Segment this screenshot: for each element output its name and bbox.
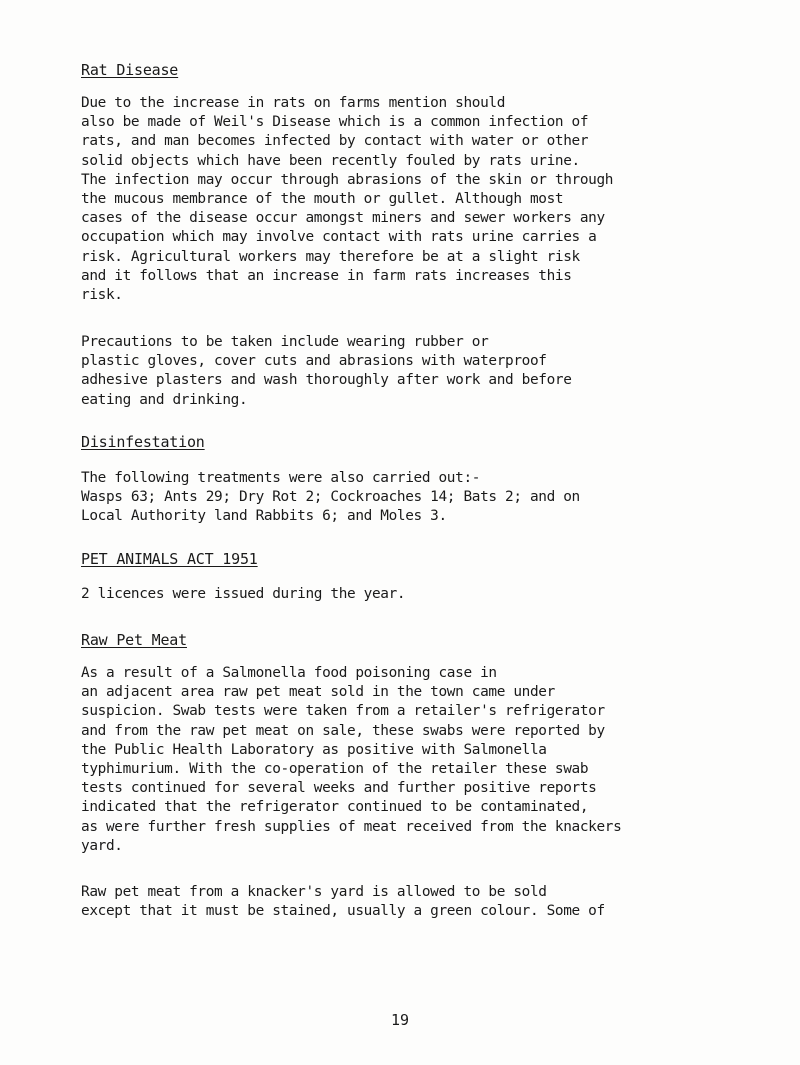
raw-pet-meat-paragraph-2: Raw pet meat from a knacker's yard is allowed to be sold except that it must be stained, usually a green colour. Some of <box>81 884 605 920</box>
rat-disease-paragraph-2: Precautions to be taken include wearing rubber or plastic gloves, cover cuts and abrasions with waterproof adhesive plasters and wash thoroughly after work and before eating and drinking. <box>81 334 572 408</box>
disinfestation-paragraph: The following treatments were also carried out:- Wasps 63; Ants 29; Dry Rot 2; Cockroaches 14; Bats 2; and on Local Authority land Rabbits 6; and Moles 3. <box>81 470 580 525</box>
raw-pet-meat-heading: Raw Pet Meat <box>81 631 187 649</box>
page-number: 19 <box>390 1011 410 1029</box>
raw-pet-meat-paragraph-1: As a result of a Salmonella food poisoning case in an adjacent area raw pet meat sold in the town came under suspicion. Swab tests were taken from a retailer's refrigerator and from the raw pet meat on sale, these swabs were reported by the Public Health Laboratory as positive with Salmonella typhimurium. With the co-operation of the retailer these swab tests continued for several weeks and further positive reports indicated that the refrigerator continued to be contaminated, as were further fresh supplies of meat received from the knackers yard. <box>81 665 622 854</box>
rat-disease-paragraph-1: Due to the increase in rats on farms mention should also be made of Weil's Disease which is a common infection of rats, and man becomes infected by contact with water or other solid objects which have been recently fouled by rats urine. The infection may occur through abrasions of the skin or through the mucous membrance of the mouth or gullet. Although most cases of the disease occur amongst miners and sewer workers any occupation which may involve contact with rats urine carries a risk. Agricultural workers may therefore be at a slight risk and it follows that an increase in farm rats increases this risk. <box>81 95 614 304</box>
disinfestation-heading: Disinfestation <box>81 433 205 451</box>
rat-disease-heading: Rat Disease <box>81 61 179 79</box>
pet-animals-act-paragraph: 2 licences were issued during the year. <box>81 586 406 602</box>
pet-animals-act-heading: PET ANIMALS ACT 1951 <box>81 550 258 568</box>
